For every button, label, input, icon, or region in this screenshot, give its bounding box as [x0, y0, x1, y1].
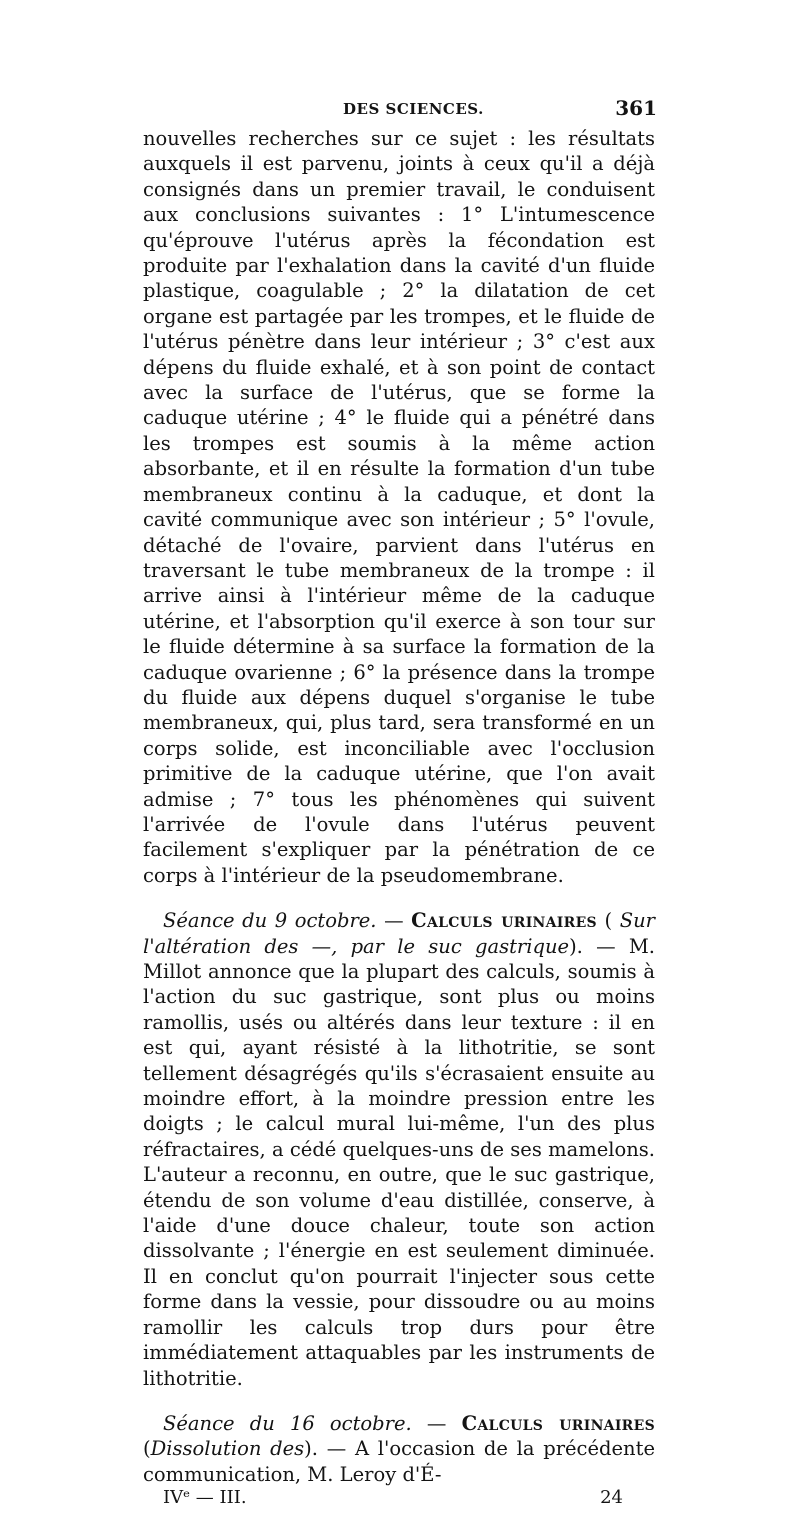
running-head	[143, 96, 655, 126]
dash: —	[376, 909, 412, 933]
section-subtitle: Sur l'altération des —, par le suc gastrique	[143, 909, 655, 958]
paragraph-seance-9-octobre	[143, 908, 655, 1391]
paragraph-seance-16-octobre	[143, 1411, 655, 1487]
paren-open: (	[596, 909, 620, 933]
section-heading: Calculs urinaires	[411, 909, 597, 933]
paren-close: ).	[569, 934, 583, 958]
page-number: 361	[615, 96, 657, 120]
paren-close: ).	[304, 1437, 318, 1461]
running-title: DES SCIENCES.	[343, 100, 484, 118]
session-date-label: Séance du 16 octobre.	[163, 1411, 412, 1435]
section-heading: Calculs urinaires	[461, 1411, 655, 1435]
session-date-label: Séance du 9 octobre.	[163, 909, 377, 933]
paren-open: (	[143, 1437, 151, 1461]
page-footer	[143, 1487, 655, 1513]
book-page	[143, 96, 655, 1513]
paragraph-text: — A l'occasion de la précédente communication, M. Leroy d'É-	[143, 1437, 655, 1486]
section-subtitle: Dissolution des	[150, 1437, 305, 1461]
dash: —	[411, 1411, 462, 1435]
sheet-number: 24	[600, 1487, 623, 1509]
paragraph-text: — M. Millot annonce que la plupart des calculs, soumis à l'action du suc gastrique, sont plus ou moins ramollis, usés ou altérés dans leur texture : il en est qui, ayant résisté à la lithotritie, se sont tellement désagrégés qu'ils s'écrasaient ensuite au moindre effort, à la moindre pression entre les doigts ; le calcul mural lui-même, l'un des plus réfractaires, a cédé quelques-uns de ses mamelons. L'auteur a reconnu, en outre, que le suc gastrique, étendu de son volume d'eau distillée, conserve, à l'aide d'une douce chaleur, toute son action dissolvante ; l'énergie en est seulement diminuée. Il en conclut qu'on pourrait l'injecter sous cette forme dans la vessie, pour dissoudre ou au moins ramollir les calculs trop durs pour être immédiatement attaquables par les instruments de lithotritie.	[143, 934, 656, 1390]
signature-mark: IVᵉ — III.	[163, 1487, 247, 1509]
paragraph-conclusions: nouvelles recherches sur ce sujet : les résultats auxquels il est parvenu, joints à ceux qu'il a déjà consignés dans un premier travail, le conduisent aux conclusions suivantes : 1° L'intumescence qu'éprouve l'utérus après la fécondation est produite par l'exhalation dans la cavité d'un fluide plastique, coagulable ; 2° la dilatation de cet organe est partagée par les trompes, et le fluide de l'utérus pénètre dans leur intérieur ; 3° c'est aux dépens du fluide exhalé, et à son point de contact avec la surface de l'utérus, que se forme la caduque utérine ; 4° le fluide qui a pénétré dans les trompes est soumis à la même action absorbante, et il en résulte la formation d'un tube membraneux continu à la caduque, et dont la cavité communique avec son intérieur ; 5° l'ovule, détaché de l'ovaire, parvient dans l'utérus en traversant le tube membraneux de la trompe : il arrive ainsi à l'intérieur même de la caduque utérine, et l'absorption qu'il exerce à son tour sur le fluide détermine à sa surface la formation de la caduque ovarienne ; 6° la présence dans la trompe du fluide aux dépens duquel s'organise le tube membraneux, qui, plus tard, sera transformé en un corps solide, est inconciliable avec l'occlusion primitive de la caduque utérine, que l'on avait admise ; 7° tous les phénomènes qui suivent l'arrivée de l'ovule dans l'utérus peuvent facilement s'expliquer par la pénétration de ce corps à l'intérieur de la pseudomembrane.	[143, 127, 655, 887]
